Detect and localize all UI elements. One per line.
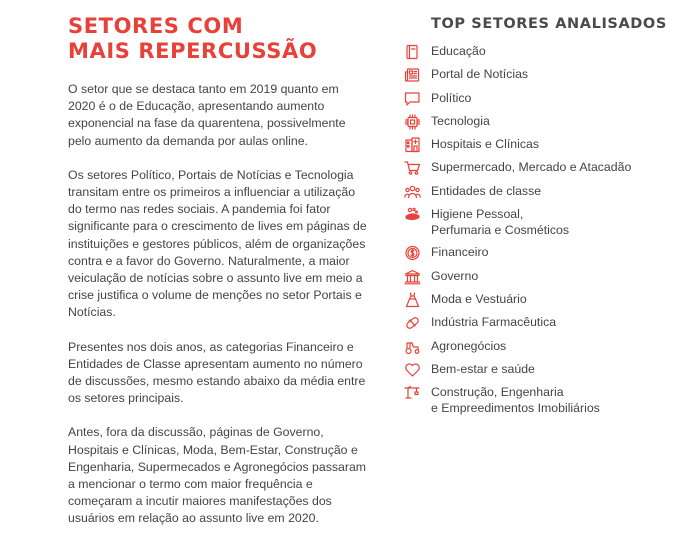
speech-bubble-icon [404,91,421,107]
sector-item [404,207,684,238]
sector-label: Governo [431,268,479,283]
section-title [68,14,368,64]
sector-item [404,245,684,261]
sectors-title: TOP SETORES ANALISADOS [431,16,667,32]
tractor-icon [404,339,421,355]
sector-label: Construção, Engenharia [431,385,564,400]
sector-label: Financeiro [431,245,489,260]
sector-item [404,292,684,308]
sector-label: Higiene Pessoal, [431,207,524,222]
sector-item [404,362,684,378]
sector-label: Portal de Notícias [431,67,529,82]
sector-label-line-2: Perfumaria e Cosméticos [431,222,570,237]
sector-label: Hospitais e Clínicas [431,137,539,152]
sector-item [404,91,684,107]
sector-item [404,339,684,355]
section-title-line-2: MAIS REPERCUSSÃO [68,39,318,63]
dress-icon [404,292,421,308]
sector-item [404,114,684,130]
sector-label: Educação [431,44,486,58]
government-building-icon [404,269,421,285]
pills-icon [404,315,421,331]
sector-label: Tecnologia [431,113,490,128]
sector-item [404,160,684,176]
sector-item [404,137,684,153]
sector-item [404,184,684,200]
sector-label: Agronegócios [431,338,507,353]
sector-label: Supermercado, Mercado e Atacadão [431,160,632,175]
sector-label: Entidades de classe [431,183,542,198]
sector-label-line-2: e Empreedimentos Imobiliários [431,400,600,415]
paragraph-3: Presentes nos dois anos, as categorias Financeiro e Entidades de Classe apresentam aumento no número de discussões, mesmo estando abaixo da média entre os setores principais. [68,339,366,406]
sector-item [404,269,684,285]
shopping-cart-icon [404,160,421,176]
hospital-icon [404,137,421,153]
group-icon [404,184,421,200]
paragraph-1: O setor que se destaca tanto em 2019 quanto em 2020 é o de Educação, apresentando aumento exponencial na fase da quarentena, possivelmente pelo aumento da demanda por aulas online. [68,82,346,148]
sector-label: Indústria Farmacêutica [431,315,557,330]
left-column [68,14,368,528]
newspaper-icon [404,67,421,83]
crane-icon [404,385,421,401]
soap-icon [404,207,421,223]
book-icon [404,44,421,60]
sectors-panel [404,14,684,423]
sector-label: Moda e Vestuário [431,291,527,306]
sector-label: Bem-estar e saúde [431,361,535,376]
sector-item [404,44,684,60]
heart-icon [404,362,421,378]
sector-label: Político [431,90,472,105]
sector-item [404,315,684,331]
chip-icon [404,114,421,130]
section-title-line-1: SETORES COM [68,14,244,38]
sector-item [404,385,684,416]
paragraph-4: Antes, fora da discussão, páginas de Governo, Hospitais e Clínicas, Moda, Bem-Estar, Construção e Engenharia, Supermecados e Agronegócios passaram a mencionar o termo com maior frequência e começaram a incutir maiores manifestações dos usuários em relação ao assunto live em 2020. [68,425,367,526]
sector-item [404,67,684,83]
paragraph-2: Os setores Político, Portais de Notícias e Tecnologia transitam entre os primeiros a influenciar a utilização do termo nas redes sociais. A pandemia foi fator significante para o crescimento de lives em páginas de instituições e gestores públicos, além de organizações contra e a favor do Governo. Naturalmente, a maior veiculação de notícias sobre o assunto live em meio a crise justifica o volume de menções no setor Portais e Notícias. [68,167,367,320]
coin-icon [404,245,421,261]
sectors-list [404,44,684,416]
